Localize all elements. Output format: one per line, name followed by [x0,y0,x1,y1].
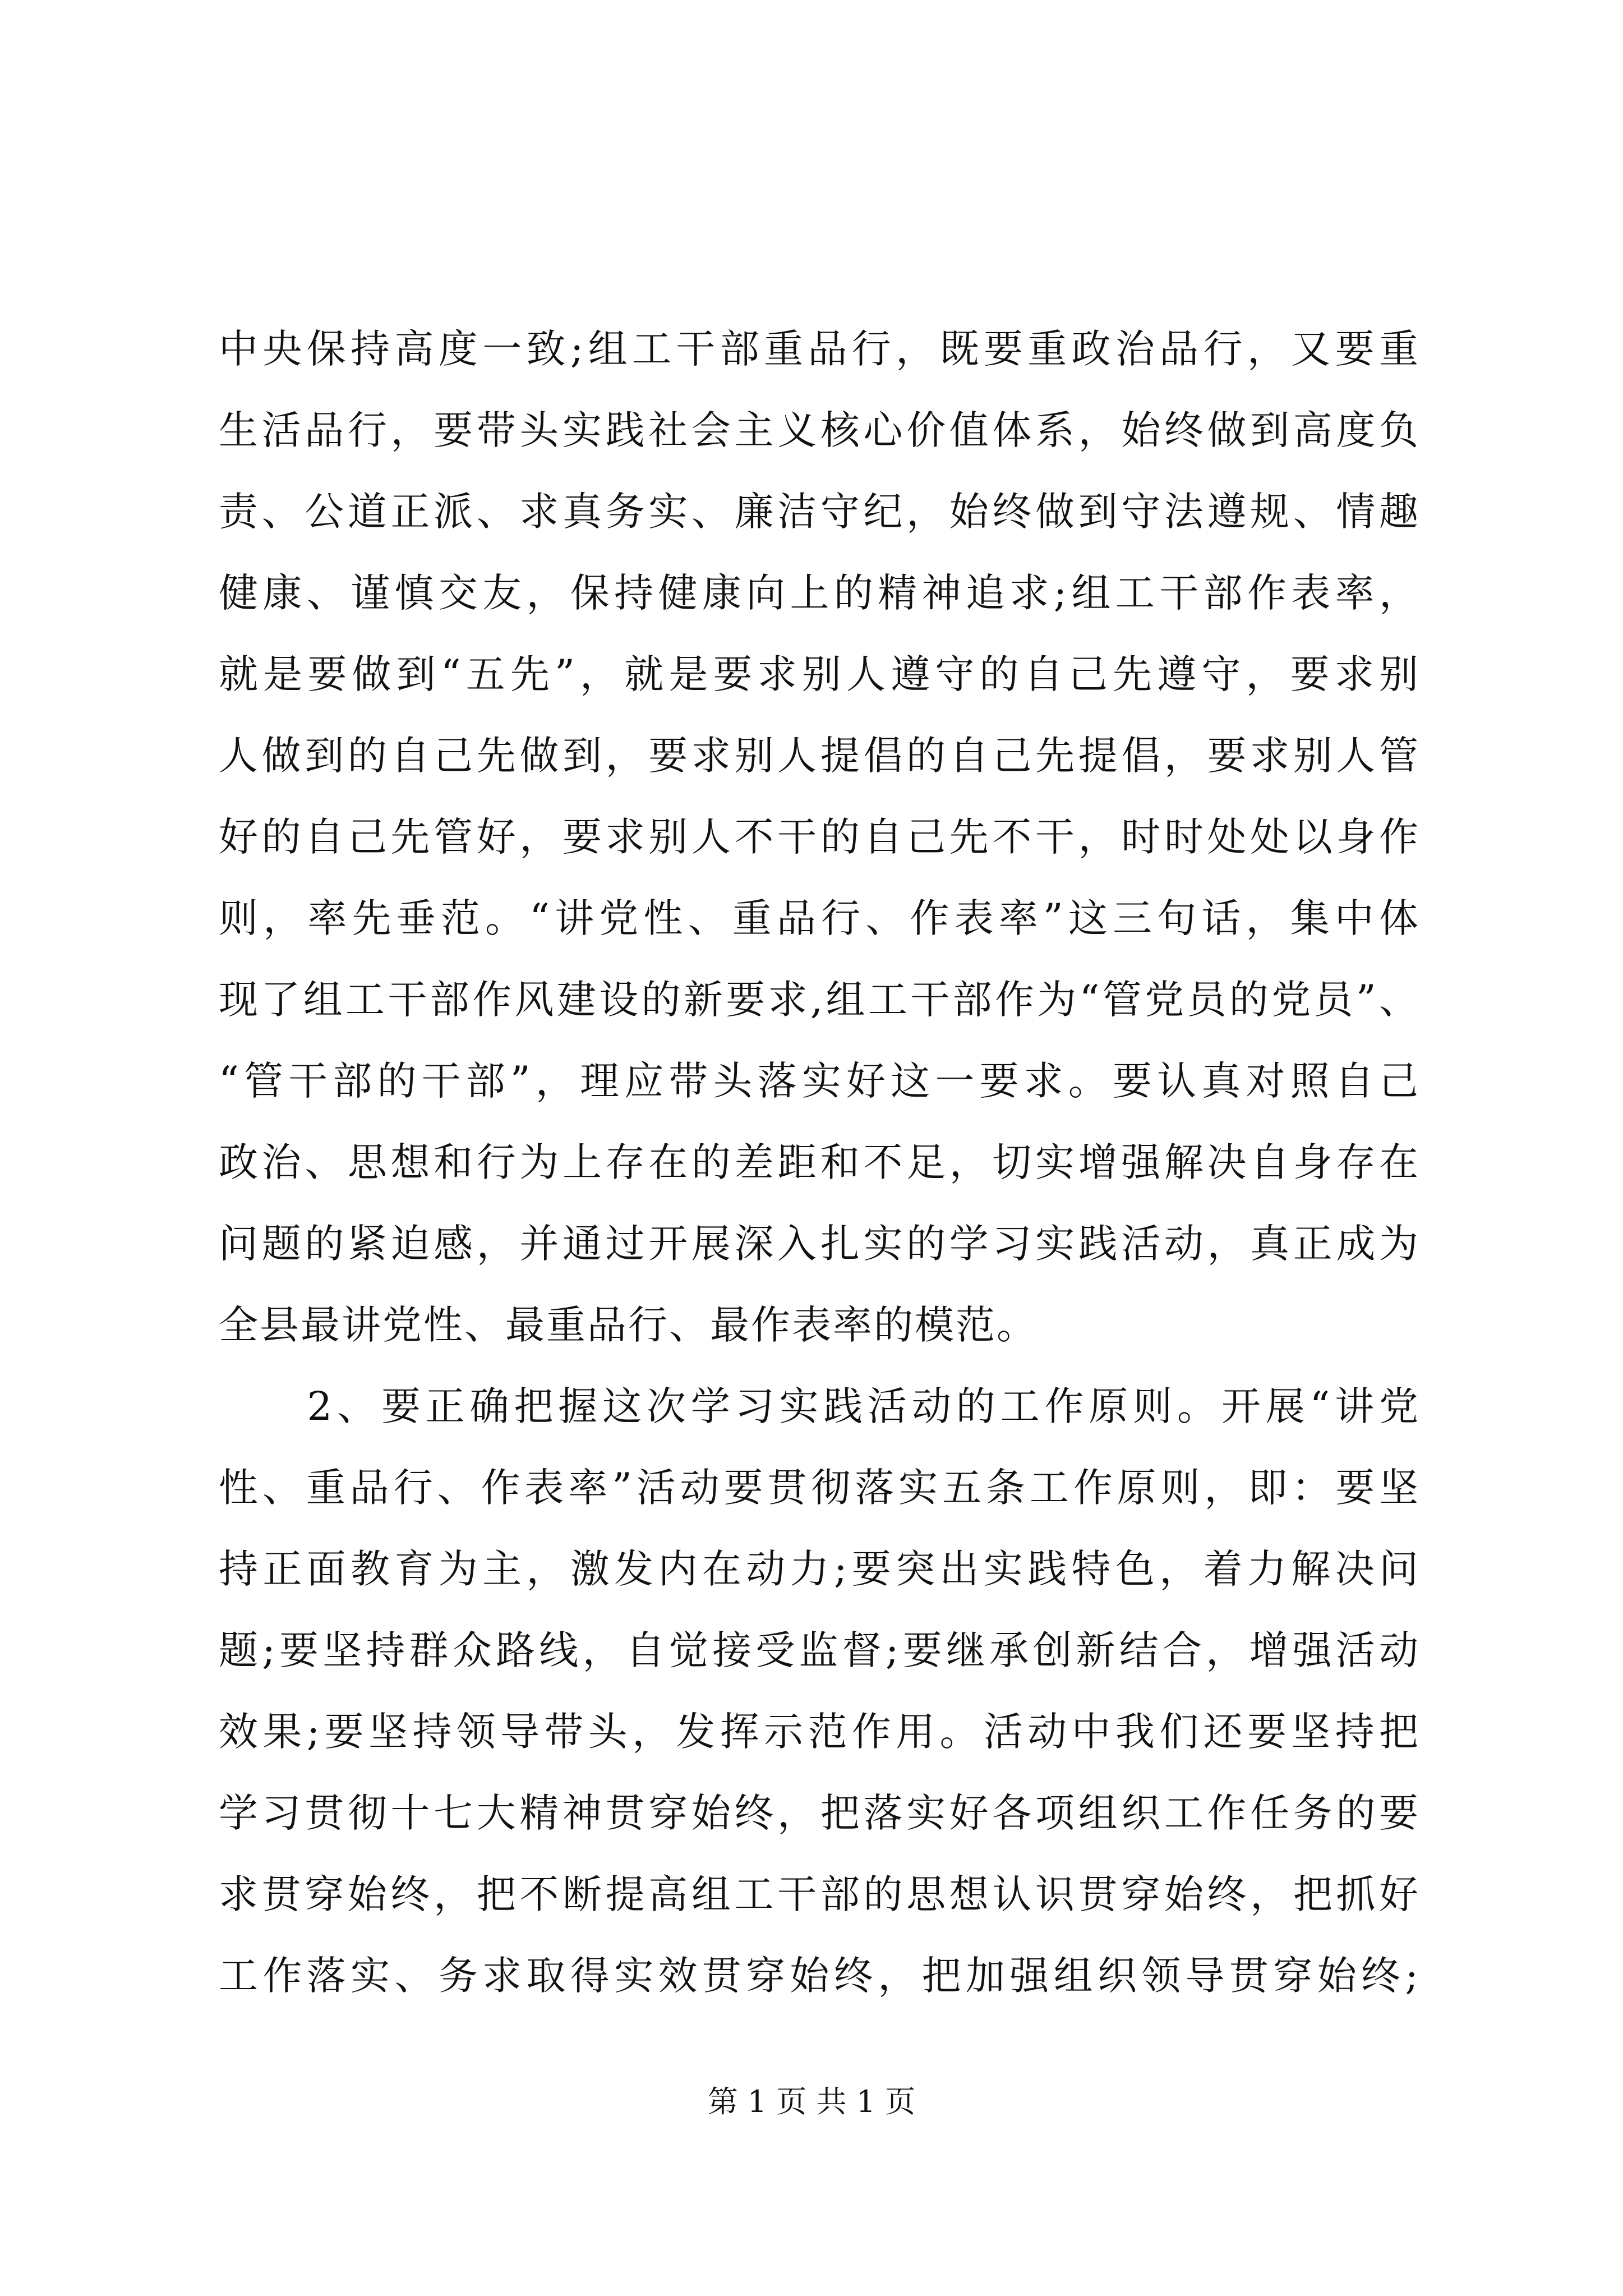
text-line: 题;要坚持群众路线，自觉接受监督;要继承创新结合，增强活动 [219,1627,1419,1673]
text-line: 问题的紧迫感，并通过开展深入扎实的学习实践活动，真正成为 [219,1221,1419,1267]
body-text [219,309,1419,2017]
text-line: 则，率先垂范。“讲党性、重品行、作表率”这三句话，集中体 [219,895,1419,941]
text-line: 全县最讲党性、最重品行、最作表率的模范。 [219,1302,1038,1348]
text-line: 效果;要坚持领导带头，发挥示范作用。活动中我们还要坚持把 [219,1709,1419,1755]
text-line: 健康、谨慎交友，保持健康向上的精神追求;组工干部作表率， [219,570,1419,616]
text-line: 责、公道正派、求真务实、廉洁守纪，始终做到守法遵规、情趣 [219,489,1419,535]
text-line: 生活品行，要带头实践社会主义核心价值体系，始终做到高度负 [219,407,1419,453]
text-line: 中央保持高度一致;组工干部重品行，既要重政治品行，又要重 [219,326,1419,372]
text-line: 性、重品行、作表率”活动要贯彻落实五条工作原则，即：要坚 [219,1465,1419,1511]
text-line: 好的自己先管好，要求别人不干的自己先不干，时时处处以身作 [219,814,1419,860]
page-number-footer: 第 1 页 共 1 页 [707,2084,916,2119]
text-line: 政治、思想和行为上存在的差距和不足，切实增强解决自身存在 [219,1139,1419,1185]
text-line: “管干部的干部”，理应带头落实好这一要求。要认真对照自己 [219,1058,1419,1104]
text-line: 现了组工干部作风建设的新要求,组工干部作为“管党员的党员”、 [219,977,1419,1023]
text-line: 求贯穿始终，把不断提高组工干部的思想认识贯穿始终，把抓好 [219,1871,1419,1917]
text-line: 工作落实、务求取得实效贯穿始终，把加强组织领导贯穿始终; [219,1953,1419,1999]
text-line: 2、要正确把握这次学习实践活动的工作原则。开展“讲党 [219,1383,1419,1429]
text-line: 就是要做到“五先”，就是要求别人遵守的自己先遵守，要求别 [219,651,1419,697]
text-line: 人做到的自己先做到，要求别人提倡的自己先提倡，要求别人管 [219,733,1419,779]
text-line: 学习贯彻十七大精神贯穿始终，把落实好各项组织工作任务的要 [219,1790,1419,1836]
text-line: 持正面教育为主，激发内在动力;要突出实践特色，着力解决问 [219,1546,1419,1592]
